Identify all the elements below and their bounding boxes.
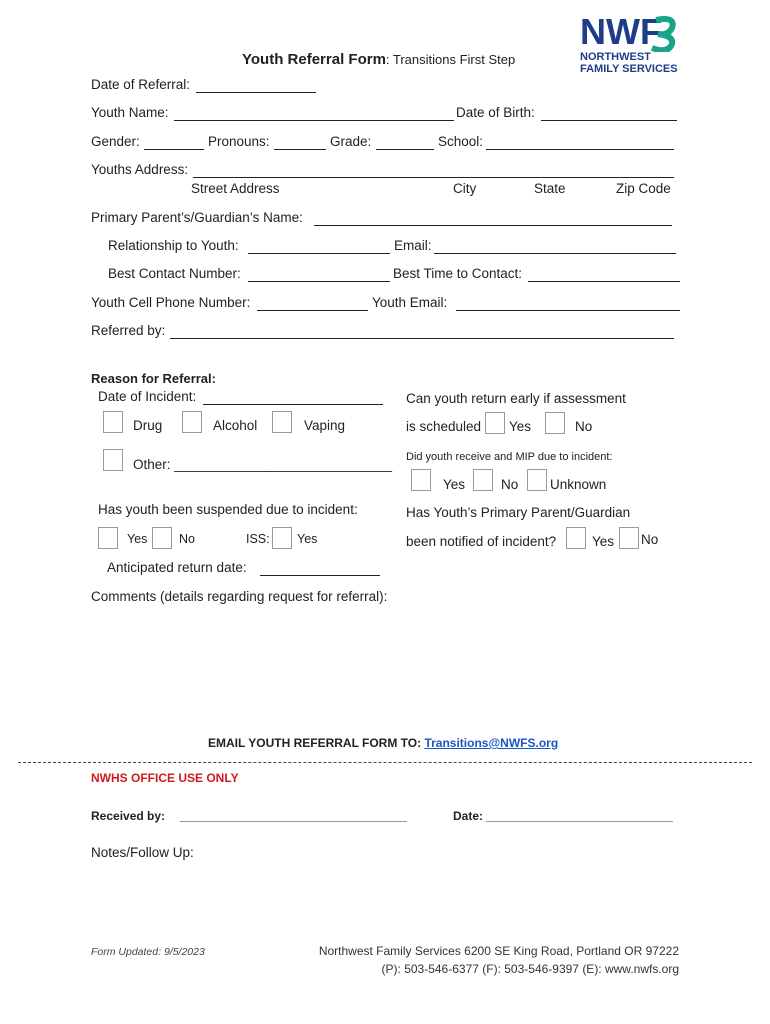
return-early-line-2: is scheduled: [406, 419, 482, 434]
date-of-referral-field[interactable]: [196, 92, 316, 93]
received-by-label: Received by:: [91, 809, 166, 823]
alcohol-checkbox[interactable]: [182, 411, 202, 433]
gender-label: Gender:: [91, 134, 140, 149]
relationship-label: Relationship to Youth:: [108, 238, 239, 253]
title-sub: : Transitions First Step: [385, 52, 516, 67]
parent-name-label: Primary Parent’s/Guardian’s Name:: [91, 210, 303, 225]
pronouns-label: Pronouns:: [208, 134, 270, 149]
referred-by-field[interactable]: [170, 338, 674, 339]
best-contact-field[interactable]: [248, 281, 390, 282]
relationship-field[interactable]: [248, 253, 390, 254]
logo-line-1: NORTHWEST: [580, 51, 651, 63]
parent-notified-line-2: been notified of incident?: [406, 534, 557, 549]
zip-code-caption: Zip Code: [616, 181, 671, 196]
parent-notified-yes-checkbox[interactable]: [566, 527, 586, 549]
mip-yes-label: Yes: [443, 477, 466, 492]
other-label: [133, 457, 392, 472]
state-caption: State: [534, 181, 566, 196]
office-date-field[interactable]: ____________________________: [486, 809, 673, 823]
drug-label: Drug: [133, 418, 163, 433]
date-of-birth-field[interactable]: [541, 120, 677, 121]
date-of-birth-label: Date of Birth:: [456, 105, 535, 120]
nwfs-logo-mark: [580, 10, 680, 52]
mip-no-label: No: [501, 477, 519, 492]
parent-name-field[interactable]: [314, 225, 672, 226]
vaping-checkbox[interactable]: [272, 411, 292, 433]
office-date-label: Date:: [453, 809, 484, 823]
pronouns-field[interactable]: [274, 149, 326, 150]
return-early-line-1: Can youth return early if assessment: [406, 391, 626, 406]
parent-notified-no-checkbox[interactable]: [619, 527, 639, 549]
email-label: Email:: [394, 238, 432, 253]
referred-by-label: Referred by:: [91, 323, 166, 338]
office-use-heading: NWHS OFFICE USE ONLY: [91, 771, 239, 785]
notes-area[interactable]: [91, 866, 681, 936]
address-field[interactable]: [193, 177, 674, 178]
grade-field[interactable]: [376, 149, 434, 150]
address-label: Youths Address:: [91, 162, 189, 177]
cut-line-divider: [18, 762, 752, 763]
suspended-no-label: No: [179, 532, 195, 546]
alcohol-label: Alcohol: [213, 418, 258, 433]
best-time-label: Best Time to Contact:: [393, 266, 523, 281]
iss-yes-checkbox[interactable]: [272, 527, 292, 549]
drug-checkbox[interactable]: [103, 411, 123, 433]
other-field[interactable]: _____________________________: [174, 457, 393, 472]
email-field[interactable]: [434, 253, 676, 254]
page-title: [242, 51, 515, 68]
street-address-caption: Street Address: [191, 181, 280, 196]
iss-yes-label: Yes: [297, 532, 318, 546]
gender-field[interactable]: [144, 149, 204, 150]
footer-address: Northwest Family Services 6200 SE King Road, Portland OR 97222: [318, 944, 679, 958]
mip-yes-checkbox[interactable]: [411, 469, 431, 491]
form-updated-text: Form Updated: 9/5/2023: [91, 946, 205, 958]
iss-label: ISS:: [246, 532, 270, 546]
received-by-field[interactable]: __________________________________: [180, 809, 407, 823]
return-date-field[interactable]: [260, 575, 380, 576]
suspended-yes-label: Yes: [127, 532, 148, 546]
best-contact-label: Best Contact Number:: [108, 266, 241, 281]
suspended-no-checkbox[interactable]: [152, 527, 172, 549]
vaping-label: Vaping: [304, 418, 346, 433]
parent-notified-line-1: Has Youth’s Primary Parent/Guardian: [406, 505, 631, 520]
best-time-field[interactable]: [528, 281, 680, 282]
other-checkbox[interactable]: [103, 449, 123, 471]
parent-notified-yes-label: Yes: [592, 534, 615, 549]
comments-area[interactable]: [91, 608, 681, 726]
logo-mark-text: NWF: [580, 11, 662, 52]
return-early-yes-checkbox[interactable]: [485, 412, 505, 434]
footer-contact: (P): 503-546-6377 (F): 503-546-9397 (E): www.nwfs.org: [381, 962, 679, 976]
email-instructions-label: EMAIL YOUTH REFERRAL FORM TO:: [208, 736, 425, 750]
mip-unknown-label: Unknown: [550, 477, 607, 492]
grade-label: Grade:: [330, 134, 372, 149]
mip-question: Did youth receive and MIP due to incident:: [406, 451, 613, 463]
city-caption: City: [453, 181, 477, 196]
youth-email-label: Youth Email:: [372, 295, 448, 310]
youth-name-label: Youth Name:: [91, 105, 169, 120]
email-instructions: [208, 736, 558, 750]
logo-line-2: FAMILY SERVICES: [580, 63, 678, 75]
youth-cell-label: Youth Cell Phone Number:: [91, 295, 251, 310]
school-label: School:: [438, 134, 484, 149]
return-early-no-checkbox[interactable]: [545, 412, 565, 434]
title-main: Youth Referral Form: [242, 51, 386, 68]
mip-no-checkbox[interactable]: [473, 469, 493, 491]
youth-email-field[interactable]: [456, 310, 680, 311]
parent-notified-no-label: No: [641, 532, 659, 547]
date-of-referral-label: Date of Referral:: [91, 77, 191, 92]
return-early-no-label: No: [575, 419, 593, 434]
date-of-incident-label: Date of Incident:: [98, 389, 197, 404]
notes-label: Notes/Follow Up:: [91, 845, 194, 860]
school-field[interactable]: [486, 149, 674, 150]
date-of-incident-field[interactable]: [203, 404, 383, 405]
return-early-yes-label: Yes: [509, 419, 532, 434]
suspended-yes-checkbox[interactable]: [98, 527, 118, 549]
youth-name-field[interactable]: [174, 120, 454, 121]
comments-label: Comments (details regarding request for referral):: [91, 589, 388, 604]
email-link[interactable]: Transitions@NWFS.org: [424, 736, 559, 750]
youth-cell-field[interactable]: [257, 310, 368, 311]
reason-heading: Reason for Referral:: [91, 371, 216, 386]
mip-unknown-checkbox[interactable]: [527, 469, 547, 491]
other-label-text: Other:: [133, 457, 171, 472]
return-date-label: Anticipated return date:: [107, 560, 247, 575]
suspended-question: Has youth been suspended due to incident:: [98, 502, 358, 517]
